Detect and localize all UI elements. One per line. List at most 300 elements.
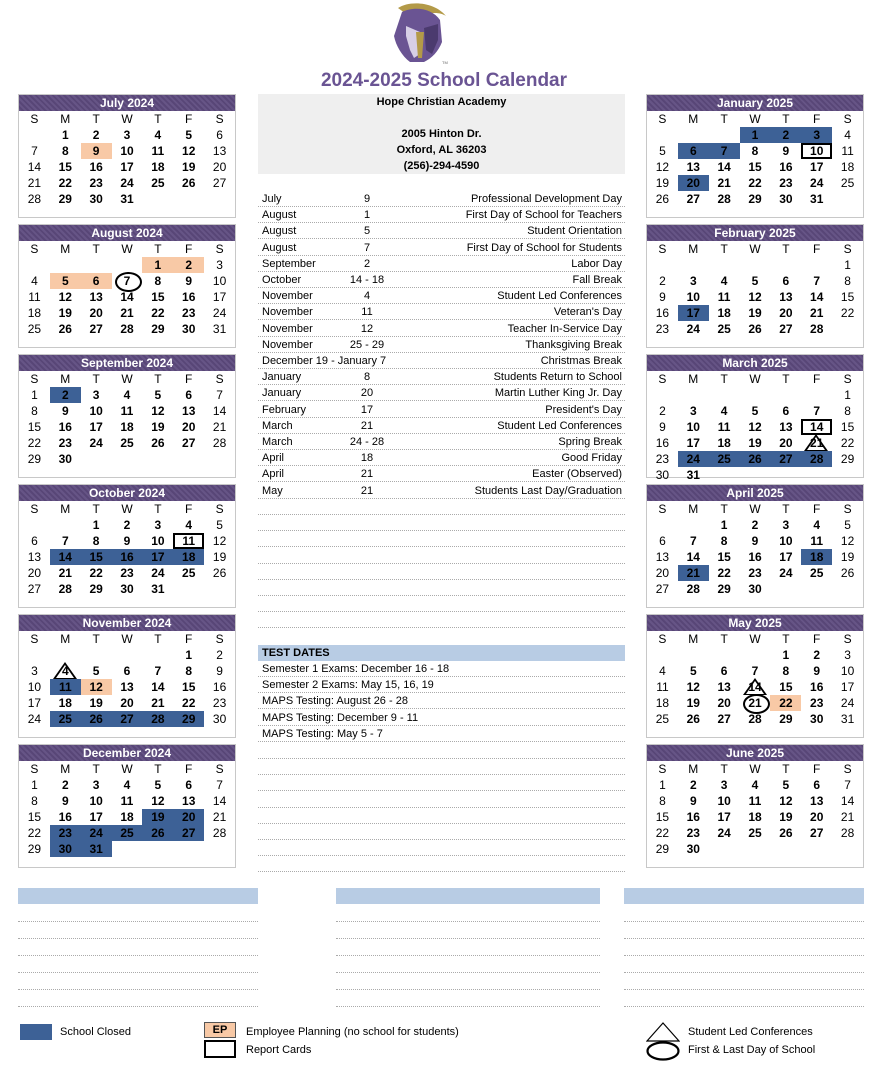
day-cell: 8 <box>92 534 100 548</box>
day-cell: 9 <box>751 534 759 548</box>
event-date: 25 - 29 <box>349 338 385 351</box>
day-cell: 2 <box>751 518 759 532</box>
day-cell: 28 <box>120 322 134 336</box>
day-cell: 16 <box>58 810 72 824</box>
event-date: 18 <box>360 452 374 465</box>
day-cell: 13 <box>182 794 196 808</box>
week-row <box>647 419 863 435</box>
day-cell: 7 <box>813 274 821 288</box>
day-cell: 25 <box>151 176 165 190</box>
day-cell: 20 <box>717 696 731 710</box>
day-cell: 6 <box>678 143 709 159</box>
day-cell: 14 <box>740 679 771 695</box>
week-row <box>647 793 863 809</box>
weekday-label: T <box>720 632 728 646</box>
test-date-row: Semester 1 Exams: December 16 - 18 <box>258 661 625 677</box>
event-name: First Day of School for Students <box>466 241 622 254</box>
week-row <box>19 663 235 679</box>
event-name: President's Day <box>545 403 622 416</box>
day-cell: 23 <box>655 452 670 466</box>
day-cell: 30 <box>182 322 196 336</box>
event-row <box>258 223 625 239</box>
day-cell: 3 <box>720 778 728 792</box>
day-cell: 23 <box>810 696 824 710</box>
day-cell: 18 <box>840 160 855 174</box>
note-line <box>624 989 864 990</box>
weekday-label: M <box>688 112 699 126</box>
day-cell: 19 <box>151 420 165 434</box>
day-cell: 31 <box>810 192 824 206</box>
day-cell: 25 <box>182 566 196 580</box>
event-name: Students Return to School <box>493 371 622 384</box>
event-row <box>258 240 625 256</box>
month-header: July 2024 <box>19 95 235 111</box>
week-row <box>19 793 235 809</box>
calendar-december-2024 <box>18 744 236 868</box>
month-header: May 2025 <box>647 615 863 631</box>
weekday-label: T <box>92 242 100 256</box>
event-row <box>258 321 625 337</box>
weekday-label: S <box>843 502 852 516</box>
week-row <box>647 825 863 841</box>
weekday-label: W <box>121 502 133 516</box>
note-line <box>336 955 600 956</box>
day-cell: 29 <box>779 712 793 726</box>
day-cell: 8 <box>154 274 162 288</box>
day-cell: 11 <box>28 290 41 304</box>
day-cell: 29 <box>27 842 42 856</box>
event-date: 20 <box>360 387 374 400</box>
day-cell: 31 <box>840 712 855 726</box>
day-cell: 21 <box>58 566 72 580</box>
week-row <box>647 581 863 597</box>
empty-day <box>647 387 678 403</box>
day-cell: 11 <box>656 680 669 694</box>
empty-day <box>678 387 709 403</box>
calendar-may-2025 <box>646 614 864 738</box>
weekday-label: T <box>782 502 790 516</box>
weekday-label: S <box>215 632 224 646</box>
blank-line <box>258 855 625 856</box>
day-cell: 14 <box>120 290 134 304</box>
day-cell: 12 <box>151 794 165 808</box>
week-row <box>19 777 235 793</box>
week-row <box>647 517 863 533</box>
weekday-row <box>19 761 235 777</box>
day-cell: 17 <box>89 420 103 434</box>
day-cell: 21 <box>212 810 227 824</box>
empty-day <box>81 451 112 467</box>
note-line <box>624 955 864 956</box>
day-cell: 11 <box>717 420 731 434</box>
week-row <box>647 191 863 207</box>
day-cell: 23 <box>89 176 103 190</box>
day-cell: 16 <box>655 436 670 450</box>
empty-day <box>770 257 801 273</box>
day-cell: 22 <box>27 826 42 840</box>
empty-day <box>50 517 81 533</box>
day-cell: 3 <box>216 258 223 272</box>
weekday-label: T <box>782 242 790 256</box>
week-row <box>19 403 235 419</box>
day-cell: 14 <box>50 549 81 565</box>
calendar-april-2025 <box>646 484 864 608</box>
day-cell: 17 <box>678 305 709 321</box>
day-cell: 22 <box>182 696 196 710</box>
day-cell: 21 <box>810 306 824 320</box>
week-row <box>19 825 235 841</box>
weekday-label: W <box>121 112 133 126</box>
day-cell: 27 <box>779 322 793 336</box>
day-cell: 15 <box>27 810 42 824</box>
event-date: 21 <box>360 484 374 497</box>
week-row <box>647 305 863 321</box>
weekday-label: M <box>688 632 699 646</box>
day-cell: 1 <box>782 648 790 662</box>
day-cell: 5 <box>751 274 759 288</box>
empty-day <box>81 647 112 663</box>
day-cell: 3 <box>689 404 697 418</box>
week-row <box>19 273 235 289</box>
event-name: Student Led Conferences <box>497 290 622 303</box>
day-cell: 28 <box>58 582 72 596</box>
event-row <box>258 466 625 482</box>
day-cell: 19 <box>840 550 855 564</box>
weekday-label: T <box>92 502 100 516</box>
day-cell: 20 <box>182 420 196 434</box>
day-cell: 27 <box>212 176 227 190</box>
empty-day <box>647 257 678 273</box>
day-cell: 15 <box>748 160 762 174</box>
day-cell: 5 <box>92 664 100 678</box>
day-cell: 11 <box>50 679 81 695</box>
empty-day <box>709 841 740 857</box>
weekday-label: W <box>749 632 761 646</box>
legend-ep-swatch <box>204 1022 236 1038</box>
calendar-june-2025 <box>646 744 864 868</box>
day-cell: 25 <box>709 451 740 467</box>
day-cell: 22 <box>655 826 670 840</box>
school-info <box>258 94 625 174</box>
note-line <box>336 1006 600 1007</box>
blank-line <box>258 839 625 840</box>
event-month: December 19 - January 7 <box>262 355 387 367</box>
day-cell: 24 <box>81 825 112 841</box>
week-row <box>19 809 235 825</box>
legend-tri-label: Student Led Conferences <box>688 1026 813 1038</box>
day-cell: 31 <box>120 192 134 206</box>
day-cell: 14 <box>717 160 731 174</box>
day-cell: 15 <box>840 290 855 304</box>
day-cell: 28 <box>212 436 227 450</box>
day-cell: 2 <box>689 778 697 792</box>
day-cell: 16 <box>112 549 143 565</box>
weekday-label: S <box>215 242 224 256</box>
day-cell: 2 <box>813 648 821 662</box>
day-cell: 6 <box>813 778 821 792</box>
day-cell: 29 <box>717 582 731 596</box>
event-date: 2 <box>363 257 371 270</box>
weekday-label: T <box>782 112 790 126</box>
day-cell: 4 <box>154 128 162 142</box>
day-cell: 9 <box>689 794 697 808</box>
day-cell: 6 <box>720 664 728 678</box>
weekday-label: S <box>30 762 39 776</box>
day-cell: 8 <box>844 404 851 418</box>
day-cell: 19 <box>142 809 173 825</box>
week-row <box>19 419 235 435</box>
empty-day <box>204 451 235 467</box>
event-month: January <box>262 371 302 384</box>
event-name: Christmas Break <box>540 355 622 367</box>
weekday-label: M <box>60 632 71 646</box>
week-row <box>647 679 863 695</box>
empty-day <box>112 647 143 663</box>
empty-day <box>832 841 863 857</box>
day-cell: 10 <box>89 794 103 808</box>
weekday-label: T <box>154 372 162 386</box>
event-row <box>258 418 625 434</box>
day-cell: 6 <box>81 273 112 289</box>
week-row <box>19 647 235 663</box>
day-cell: 21 <box>212 420 227 434</box>
day-cell: 10 <box>27 680 42 694</box>
day-cell: 24 <box>840 696 855 710</box>
day-cell: 13 <box>717 680 731 694</box>
day-cell: 14 <box>151 680 165 694</box>
day-cell: 16 <box>779 160 793 174</box>
note-line <box>336 921 600 922</box>
event-row <box>258 288 625 304</box>
note-line <box>624 938 864 939</box>
day-cell: 12 <box>686 680 700 694</box>
event-date: 4 <box>363 290 371 303</box>
test-date-row: MAPS Testing: August 26 - 28 <box>258 693 625 709</box>
day-cell: 9 <box>81 143 112 159</box>
empty-day <box>740 647 771 663</box>
week-row <box>19 435 235 451</box>
day-cell: 12 <box>779 794 793 808</box>
event-date: 1 <box>363 209 371 222</box>
triangle-icon <box>646 1022 680 1042</box>
day-cell: 21 <box>840 810 855 824</box>
weekday-label: T <box>154 632 162 646</box>
test-date-row: MAPS Testing: December 9 - 11 <box>258 710 625 726</box>
day-cell: 30 <box>58 452 72 466</box>
day-cell: 27 <box>112 711 143 727</box>
day-cell: 17 <box>686 436 700 450</box>
day-cell: 28 <box>27 192 42 206</box>
empty-day <box>770 467 801 483</box>
test-date-row: MAPS Testing: May 5 - 7 <box>258 726 625 742</box>
day-cell: 12 <box>212 534 227 548</box>
day-cell: 28 <box>212 826 227 840</box>
day-cell: 19 <box>748 436 762 450</box>
weekday-label: F <box>813 762 821 776</box>
day-cell: 12 <box>182 144 196 158</box>
day-cell: 5 <box>50 273 81 289</box>
day-cell: 21 <box>740 695 771 711</box>
empty-day <box>832 191 863 207</box>
day-cell: 13 <box>120 680 134 694</box>
week-row <box>647 841 863 857</box>
weekday-label: T <box>154 112 162 126</box>
weekday-label: M <box>60 372 71 386</box>
empty-day <box>709 647 740 663</box>
day-cell: 12 <box>151 404 165 418</box>
blank-line <box>258 758 625 759</box>
day-cell: 3 <box>154 518 162 532</box>
empty-day <box>740 841 771 857</box>
day-cell: 6 <box>782 404 790 418</box>
day-cell: 2 <box>659 404 666 418</box>
week-row <box>647 711 863 727</box>
day-cell: 27 <box>27 582 42 596</box>
event-date: 7 <box>363 241 371 254</box>
weekday-label: S <box>30 502 39 516</box>
day-cell: 9 <box>123 534 131 548</box>
event-row <box>258 304 625 320</box>
event-date: 24 - 28 <box>349 436 385 448</box>
weekday-label: T <box>92 372 100 386</box>
notes-bar-middle <box>336 888 600 904</box>
calendar-january-2025 <box>646 94 864 218</box>
day-cell: 15 <box>717 550 731 564</box>
day-cell: 31 <box>686 468 700 482</box>
day-cell: 22 <box>58 176 72 190</box>
day-cell: 2 <box>61 778 69 792</box>
circle-icon <box>646 1041 680 1061</box>
day-cell: 11 <box>120 404 134 418</box>
week-row <box>647 647 863 663</box>
day-cell: 20 <box>779 436 793 450</box>
day-cell: 22 <box>89 566 103 580</box>
month-header: August 2024 <box>19 225 235 241</box>
weekday-label: S <box>215 502 224 516</box>
day-cell: 25 <box>655 712 670 726</box>
event-name: Fall Break <box>572 274 622 286</box>
week-row <box>647 565 863 581</box>
day-cell: 15 <box>151 290 165 304</box>
day-cell: 28 <box>142 711 173 727</box>
day-cell: 3 <box>801 127 832 143</box>
day-cell: 7 <box>112 273 143 289</box>
blank-line <box>258 579 625 580</box>
day-cell: 26 <box>142 825 173 841</box>
week-row <box>19 517 235 533</box>
week-row <box>647 273 863 289</box>
day-cell: 24 <box>120 176 134 190</box>
empty-day <box>801 387 832 403</box>
event-name: Professional Development Day <box>470 193 622 205</box>
month-header: March 2025 <box>647 355 863 371</box>
day-cell: 5 <box>659 144 666 158</box>
weekday-label: F <box>813 632 821 646</box>
week-row <box>19 679 235 695</box>
day-cell: 1 <box>142 257 173 273</box>
school-address-line1: 2005 Hinton Dr. <box>401 128 482 140</box>
day-cell: 18 <box>748 810 762 824</box>
empty-day <box>204 191 235 207</box>
event-row <box>258 385 625 401</box>
event-date: 5 <box>363 225 371 238</box>
empty-day <box>173 581 204 597</box>
day-cell: 13 <box>810 794 824 808</box>
school-address-line2: Oxford, AL 36203 <box>396 144 487 156</box>
day-cell: 1 <box>844 388 851 402</box>
weekday-label: T <box>154 502 162 516</box>
empty-day <box>801 581 832 597</box>
day-cell: 25 <box>27 322 42 336</box>
day-cell: 27 <box>686 192 700 206</box>
day-cell: 24 <box>810 176 824 190</box>
legend-closed-label: School Closed <box>60 1026 131 1038</box>
week-row <box>647 257 863 273</box>
day-cell: 17 <box>212 290 227 304</box>
day-cell: 29 <box>58 192 72 206</box>
weekday-label: M <box>60 112 71 126</box>
event-row <box>258 450 625 466</box>
day-cell: 1 <box>659 778 666 792</box>
notes-bar-right <box>624 888 864 904</box>
day-cell: 4 <box>844 128 851 142</box>
weekday-label: S <box>215 372 224 386</box>
day-cell: 19 <box>779 810 793 824</box>
day-cell: 14 <box>840 794 855 808</box>
weekday-label: T <box>720 502 728 516</box>
day-cell: 29 <box>89 582 103 596</box>
legend-circle-label: First & Last Day of School <box>688 1044 816 1056</box>
weekday-label: W <box>121 242 133 256</box>
weekday-label: F <box>185 112 193 126</box>
day-cell: 6 <box>782 274 790 288</box>
day-cell: 23 <box>748 566 762 580</box>
weekday-row <box>19 631 235 647</box>
empty-day <box>832 321 863 337</box>
day-cell: 31 <box>81 841 112 857</box>
week-row <box>647 435 863 451</box>
empty-day <box>740 257 771 273</box>
empty-day <box>19 257 50 273</box>
day-cell: 17 <box>89 810 103 824</box>
day-cell: 11 <box>173 533 204 549</box>
empty-day <box>50 257 81 273</box>
day-cell: 6 <box>216 128 223 142</box>
day-cell: 9 <box>782 144 790 158</box>
day-cell: 8 <box>61 144 69 158</box>
day-cell: 22 <box>840 306 855 320</box>
note-line <box>336 972 600 973</box>
day-cell: 4 <box>720 274 728 288</box>
weekday-row <box>647 241 863 257</box>
empty-day <box>19 647 50 663</box>
week-row <box>647 549 863 565</box>
empty-day <box>142 191 173 207</box>
week-row <box>19 841 235 857</box>
day-cell: 26 <box>686 712 700 726</box>
empty-day <box>647 647 678 663</box>
day-cell: 5 <box>751 404 759 418</box>
day-cell: 30 <box>686 842 700 856</box>
trademark-mark: TM <box>442 60 448 65</box>
day-cell: 29 <box>173 711 204 727</box>
event-month: May <box>262 484 283 497</box>
day-cell: 14 <box>801 419 832 435</box>
event-name: First Day of School for Teachers <box>465 209 622 222</box>
week-row <box>647 143 863 159</box>
empty-day <box>709 257 740 273</box>
school-name: Hope Christian Academy <box>376 96 507 108</box>
